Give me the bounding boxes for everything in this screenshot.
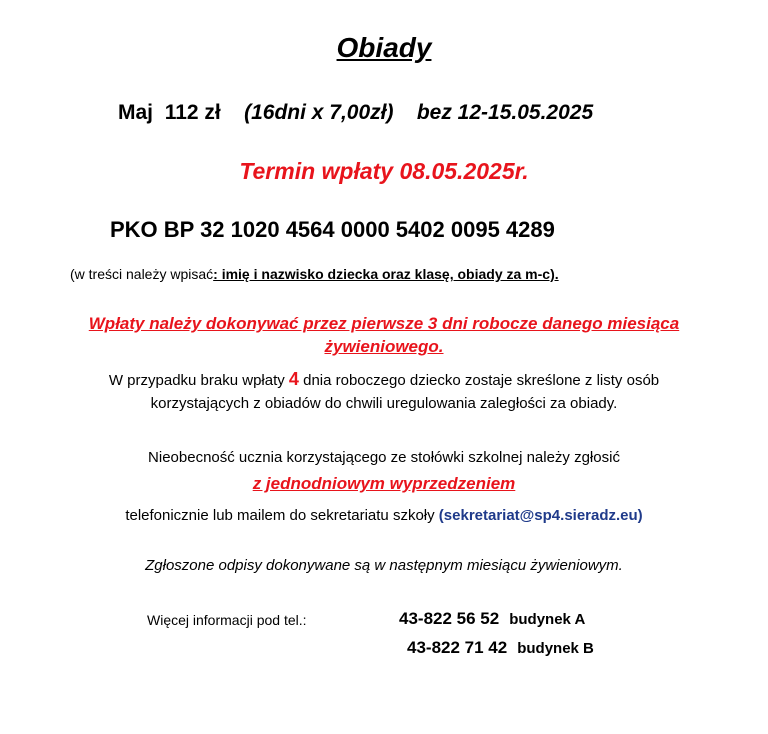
building-b-label: budynek B	[517, 640, 594, 657]
removal-paragraph	[0, 368, 768, 415]
bank-account: PKO BP 32 1020 4564 0000 5402 0095 4289	[110, 217, 555, 242]
phone-building-b	[407, 638, 594, 658]
payment-warning-line1: Wpłaty należy dokonywać przez pierwsze 3 dni robocze danego miesiąca	[88, 314, 680, 333]
fee-amount: 112 zł	[164, 101, 221, 124]
absence-line1: Nieobecność ucznia korzystającego ze stołówki szkolnej należy zgłosić	[148, 449, 620, 466]
payment-warning-line2: żywieniowego.	[324, 337, 444, 356]
absence-contact-line	[0, 504, 768, 527]
removal-text-start: W przypadku braku wpłaty	[108, 372, 289, 389]
phone-building-a	[399, 609, 585, 629]
payment-warning	[0, 312, 768, 358]
month-label: Maj	[118, 101, 154, 124]
page-title: Obiady	[336, 32, 432, 63]
contact-label: Więcej informacji pod tel.:	[147, 612, 307, 628]
working-day-number: 4	[288, 369, 299, 389]
month-fee-line	[118, 101, 593, 125]
removal-text-line2: korzystających z obiadów do chwili uregulowania zaległości za obiady.	[150, 395, 618, 412]
transfer-note-prefix: (w treści należy wpisać	[70, 266, 214, 282]
removal-text-end: dnia roboczego dziecko zostaje skreślone z listy osób	[298, 372, 660, 389]
transfer-note	[70, 266, 559, 282]
excluded-dates: bez 12-15.05.2025	[416, 101, 594, 124]
advance-notice-emphasis: z jednodniowym wyprzedzeniem	[252, 474, 516, 493]
transfer-note-details: : imię i nazwisko dziecka oraz klasę, obiady za m-c).	[213, 266, 559, 282]
phone-number-a[interactable]: 43-822 56 52	[399, 609, 500, 628]
deduction-note: Zgłoszone odpisy dokonywane są w następnym miesiącu żywieniowym.	[145, 557, 623, 574]
building-a-label: budynek A	[509, 611, 586, 628]
fee-calculation: (16dni x 7,00zł)	[244, 101, 394, 124]
secretariat-email-link[interactable]: (sekretariat@sp4.sieradz.eu)	[438, 507, 643, 524]
absence-contact-text: telefonicznie lub mailem do sekretariatu szkoły	[125, 507, 439, 524]
payment-deadline: Termin wpłaty 08.05.2025r.	[239, 158, 529, 184]
phone-number-b[interactable]: 43-822 71 42	[407, 638, 508, 657]
